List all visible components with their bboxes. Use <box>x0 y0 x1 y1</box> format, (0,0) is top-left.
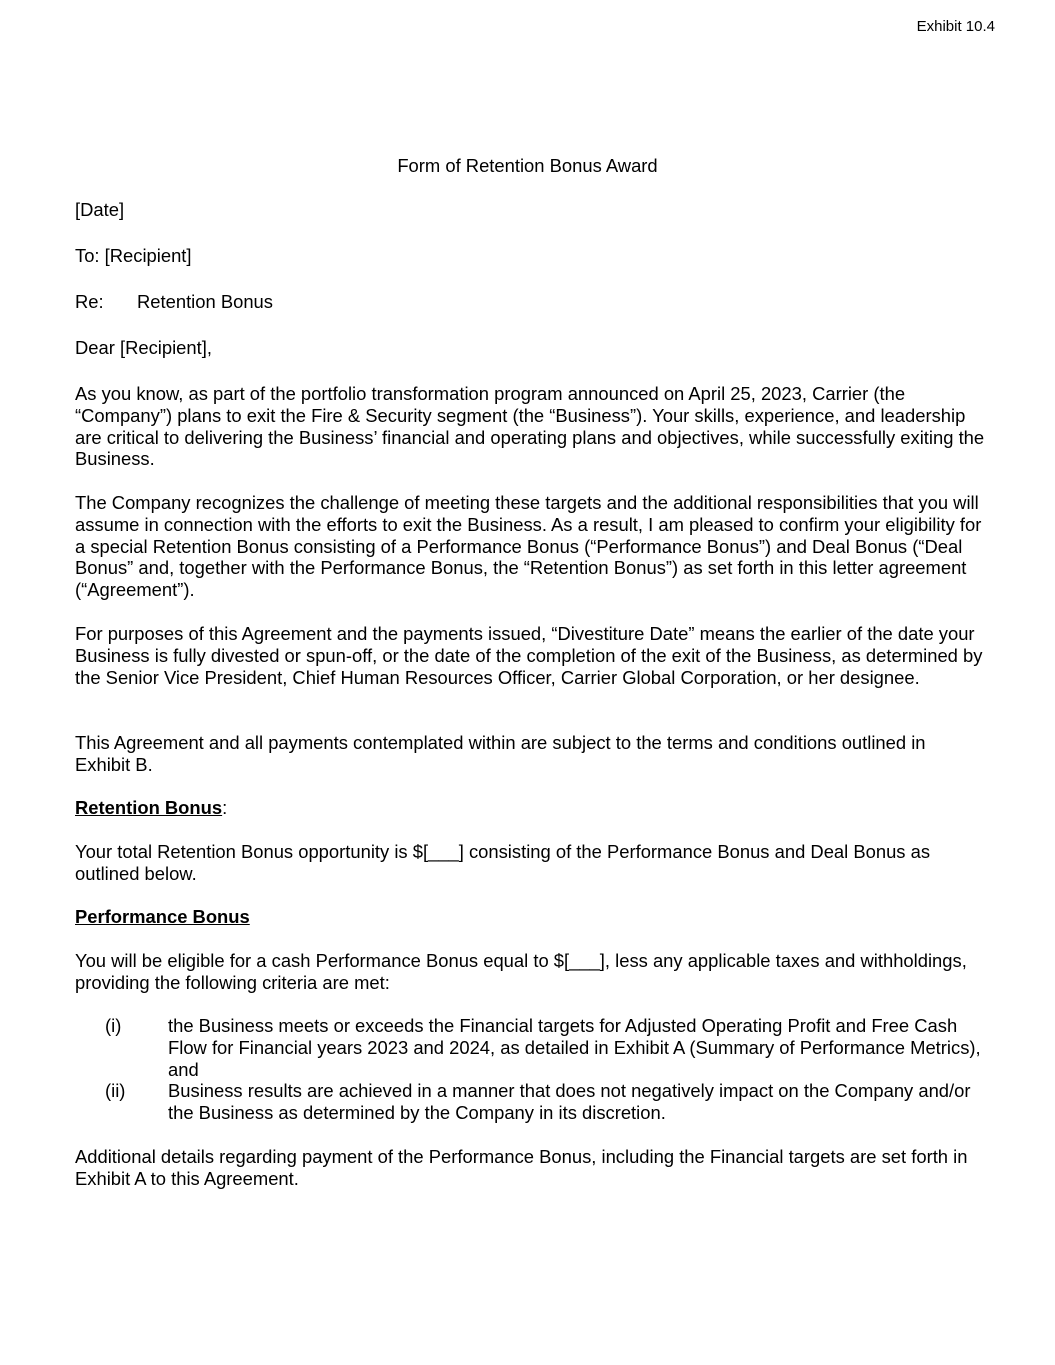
salutation: Dear [Recipient], <box>75 337 212 358</box>
paragraph-divestiture-date: For purposes of this Agreement and the payments issued, “Divestiture Date” means the earlier of the date your Business is fully divested or spun-off, or the date of the completion of the exit of the Business, as determined by the Senior Vice President, Chief Human Resources Officer, Carrier Global Corporation, or her designee. <box>75 623 983 688</box>
performance-bonus-heading <box>75 906 985 928</box>
paragraph-intro: As you know, as part of the portfolio transformation program announced on April 25, 2023, Carrier (the “Company”) plans to exit the Fire & Security segment (the “Business”). Your skills, experience, and leadership are critical to delivering the Business’ financial and operating plans and objectives, while successfully exiting the Business. <box>75 383 985 470</box>
criteria-number: (i) <box>105 1015 122 1036</box>
subject-line <box>75 291 985 313</box>
performance-bonus-intro: You will be eligible for a cash Performance Bonus equal to $[___], less any applicable taxes and withholdings, providing the following criteria are met: <box>75 950 967 993</box>
exhibit-label: Exhibit 10.4 <box>916 18 995 35</box>
paragraph-recognition: The Company recognizes the challenge of meeting these targets and the additional responsibilities that you will assume in connection with the efforts to exit the Business. As a result, I am pleased to confirm your eligibility for a special Retention Bonus consisting of a Performance Bonus (“Performance Bonus”) and Deal Bonus (“Deal Bonus” and, together with the Performance Bonus, the “Retention Bonus”) as set forth in this letter agreement (“Agreement”). <box>75 492 982 601</box>
retention-bonus-heading-text: Retention Bonus <box>75 797 223 818</box>
retention-bonus-heading-colon: : <box>222 797 228 818</box>
criteria-number: (ii) <box>105 1080 126 1101</box>
retention-bonus-text: Your total Retention Bonus opportunity is $[___] consisting of the Performance Bonus and Deal Bonus as outlined below. <box>75 841 931 884</box>
subject-text: Retention Bonus <box>137 291 273 312</box>
retention-bonus-heading <box>75 797 985 819</box>
performance-bonus-closing: Additional details regarding payment of the Performance Bonus, including the Financial targets are set forth in Exhibit A to this Agreement. <box>75 1146 968 1189</box>
criteria-text: the Business meets or exceeds the Financial targets for Adjusted Operating Profit and Free Cash Flow for Financial years 2023 and 2024, as detailed in Exhibit A (Summary of Performance Metrics), and <box>168 1015 981 1080</box>
criteria-text: Business results are achieved in a manner that does not negatively impact on the Company and/or the Business as determined by the Company in its discretion. <box>168 1080 971 1123</box>
performance-bonus-heading-text: Performance Bonus <box>75 906 250 927</box>
page-title: Form of Retention Bonus Award <box>397 155 658 176</box>
recipient-line: To: [Recipient] <box>75 245 192 266</box>
paragraph-terms: This Agreement and all payments contemplated within are subject to the terms and conditions outlined in Exhibit B. <box>75 732 926 775</box>
subject-label: Re: <box>75 291 104 312</box>
date-line: [Date] <box>75 199 125 220</box>
